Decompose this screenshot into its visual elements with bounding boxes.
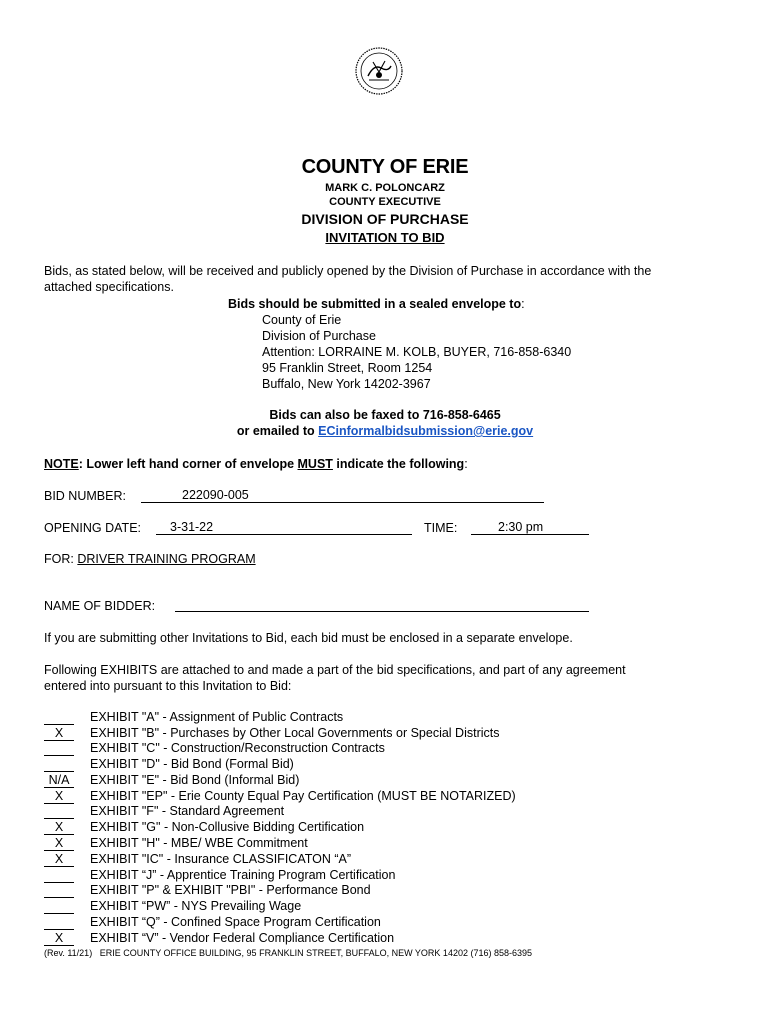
time-line bbox=[471, 534, 589, 535]
executive-name: MARK C. POLONCARZ bbox=[325, 182, 445, 194]
exhibit-text: EXHIBIT "C" - Construction/Reconstruction Contracts bbox=[90, 741, 385, 755]
submit-instruction-colon: : bbox=[521, 297, 525, 311]
address-line: Division of Purchase bbox=[262, 329, 376, 343]
bid-number-value: 222090-005 bbox=[182, 488, 249, 502]
submit-instruction bbox=[228, 296, 525, 312]
for-field bbox=[44, 551, 256, 567]
exhibit-mark bbox=[44, 899, 74, 914]
exhibit-mark bbox=[44, 804, 74, 819]
email-link[interactable]: ECinformalbidsubmission@erie.gov bbox=[318, 424, 534, 438]
bid-number-label: BID NUMBER: bbox=[44, 489, 126, 503]
submit-instruction-bold: Bids should be submitted in a sealed envelope to bbox=[228, 297, 522, 311]
for-value: DRIVER TRAINING PROGRAM bbox=[77, 552, 256, 566]
exhibit-mark: X bbox=[44, 789, 74, 804]
email-prefix: or emailed to bbox=[236, 424, 319, 438]
bid-number-line bbox=[141, 502, 544, 503]
address-line: 95 Franklin Street, Room 1254 bbox=[262, 361, 433, 375]
time-value: 2:30 pm bbox=[498, 520, 544, 534]
document-title: INVITATION TO BID bbox=[325, 230, 445, 245]
county-seal-icon bbox=[354, 46, 404, 96]
note-colon: : bbox=[464, 457, 468, 471]
page-footer bbox=[44, 948, 532, 958]
for-label: FOR: bbox=[44, 552, 78, 566]
exhibit-text: EXHIBIT "B" - Purchases by Other Local Governments or Special Districts bbox=[90, 726, 500, 740]
opening-date-line bbox=[156, 534, 412, 535]
exhibit-text: EXHIBIT “PW” - NYS Prevailing Wage bbox=[90, 899, 302, 913]
opening-date-value: 3-31-22 bbox=[170, 520, 214, 534]
fax-info: Bids can also be faxed to 716-858-6465 bbox=[269, 408, 501, 422]
address-line: County of Erie bbox=[262, 313, 342, 327]
email-info bbox=[0, 423, 770, 439]
intro-line-2: attached specifications. bbox=[44, 280, 174, 294]
exhibit-text: EXHIBIT "P" & EXHIBIT "PBI" - Performance Bond bbox=[90, 883, 371, 897]
exhibit-text: EXHIBIT “J” - Apprentice Training Program Certification bbox=[90, 868, 396, 882]
note-label: NOTE bbox=[44, 457, 79, 471]
address-line: Buffalo, New York 14202-3967 bbox=[262, 377, 431, 391]
exhibit-text: EXHIBIT "D" - Bid Bond (Formal Bid) bbox=[90, 757, 294, 771]
time-label: TIME: bbox=[424, 521, 458, 535]
note-text-b: indicate the following bbox=[332, 457, 465, 471]
exhibit-text: EXHIBIT "EP" - Erie County Equal Pay Certification (MUST BE NOTARIZED) bbox=[90, 789, 516, 803]
exhibit-mark: X bbox=[44, 852, 74, 867]
address-line: Attention: LORRAINE M. KOLB, BUYER, 716-858-6340 bbox=[262, 345, 572, 359]
exhibit-text: EXHIBIT "H" - MBE/ WBE Commitment bbox=[90, 836, 308, 850]
exhibit-mark: N/A bbox=[44, 773, 74, 788]
county-name: COUNTY OF ERIE bbox=[301, 156, 469, 178]
exhibit-mark bbox=[44, 741, 74, 756]
note-must: MUST bbox=[297, 457, 333, 471]
note-text-a: : Lower left hand corner of envelope bbox=[78, 457, 298, 471]
exhibit-text: EXHIBIT "IC" - Insurance CLASSIFICATON “A” bbox=[90, 852, 352, 866]
separate-envelope-note: If you are submitting other Invitations to Bid, each bid must be enclosed in a separate envelope. bbox=[44, 631, 573, 645]
bidder-label: NAME OF BIDDER: bbox=[44, 599, 156, 613]
footer-address: ERIE COUNTY OFFICE BUILDING, 95 FRANKLIN STREET, BUFFALO, NEW YORK 14202 (716) 858-6395 bbox=[99, 948, 533, 958]
exhibit-mark: X bbox=[44, 931, 74, 946]
exhibit-mark: X bbox=[44, 836, 74, 851]
exhibits-intro-line-2: entered into pursuant to this Invitation to Bid: bbox=[44, 679, 292, 693]
exhibit-mark bbox=[44, 915, 74, 930]
bidder-name-input[interactable] bbox=[175, 611, 589, 612]
exhibit-mark bbox=[44, 710, 74, 725]
exhibit-text: EXHIBIT "G" - Non-Collusive Bidding Certification bbox=[90, 820, 365, 834]
revision-label: (Rev. 11/21) bbox=[44, 948, 93, 958]
exhibit-text: EXHIBIT “Q” - Confined Space Program Certification bbox=[90, 915, 381, 929]
exhibit-mark: X bbox=[44, 820, 74, 835]
exhibits-intro-line-1: Following EXHIBITS are attached to and made a part of the bid specifications, and part of any agreement bbox=[44, 663, 626, 677]
exhibit-mark bbox=[44, 868, 74, 883]
executive-title: COUNTY EXECUTIVE bbox=[329, 196, 441, 208]
exhibit-text: EXHIBIT “V” - Vendor Federal Compliance Certification bbox=[90, 931, 395, 945]
exhibit-text: EXHIBIT "A" - Assignment of Public Contracts bbox=[90, 710, 344, 724]
division-name: DIVISION OF PURCHASE bbox=[301, 211, 469, 227]
opening-date-label: OPENING DATE: bbox=[44, 521, 142, 535]
exhibit-mark bbox=[44, 757, 74, 772]
exhibit-text: EXHIBIT "F" - Standard Agreement bbox=[90, 804, 285, 818]
exhibit-text: EXHIBIT "E" - Bid Bond (Informal Bid) bbox=[90, 773, 300, 787]
envelope-note bbox=[44, 456, 468, 472]
exhibit-mark: X bbox=[44, 726, 74, 741]
intro-line-1: Bids, as stated below, will be received and publicly opened by the Division of Purchase in accordance with the bbox=[44, 264, 652, 278]
exhibit-mark bbox=[44, 883, 74, 898]
